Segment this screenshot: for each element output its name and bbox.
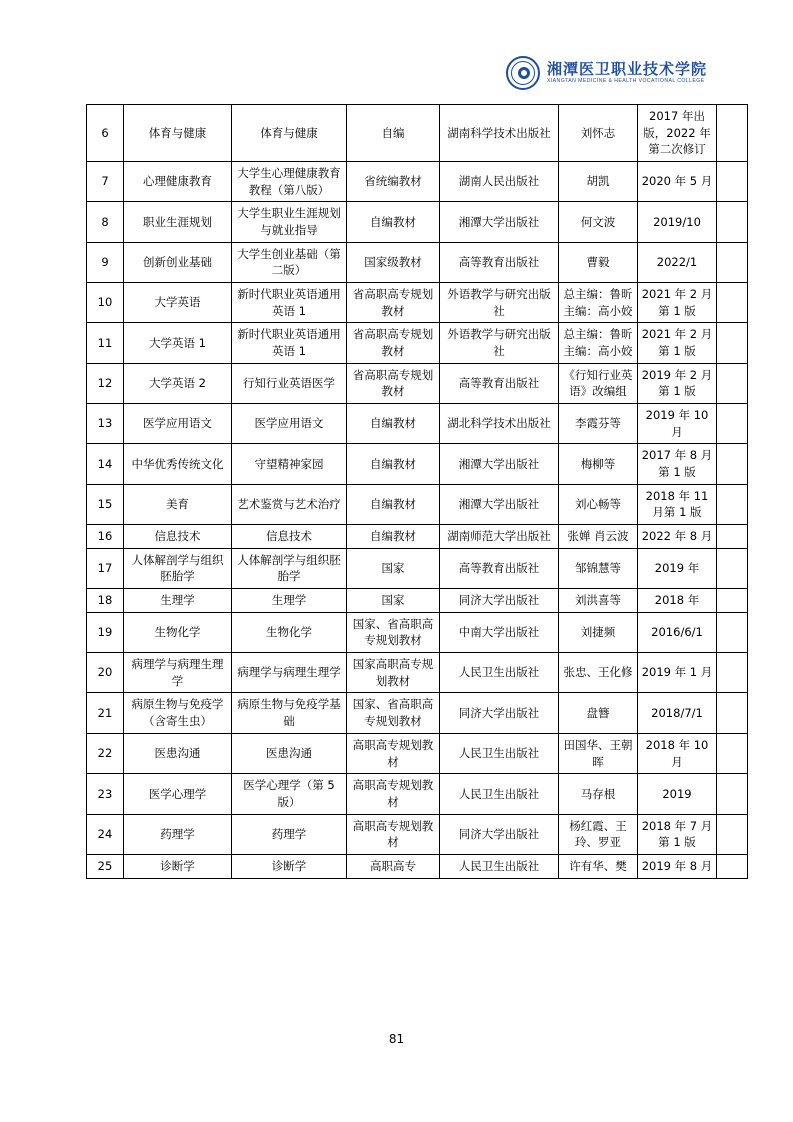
cell-type: 国家: [347, 548, 440, 588]
table-row: [87, 774, 748, 814]
cell-course: 生理学: [124, 589, 232, 613]
cell-date: 2021 年 2 月第 1 版: [638, 323, 717, 363]
cell-no: 6: [87, 105, 124, 162]
cell-book: 医患沟通: [232, 733, 347, 773]
table-row: [87, 162, 748, 202]
cell-book: 生理学: [232, 589, 347, 613]
cell-author: 张忠、王化修: [559, 653, 638, 693]
cell-press: 高等教育出版社: [440, 242, 559, 282]
cell-book: 人体解剖学与组织胚胎学: [232, 548, 347, 588]
cell-note: [717, 525, 748, 549]
cell-date: 2019 年: [638, 548, 717, 588]
cell-book: 大学生职业生涯规划与就业指导: [232, 202, 347, 242]
cell-type: 省统编教材: [347, 162, 440, 202]
cell-press: 人民卫生出版社: [440, 854, 559, 878]
cell-press: 湖南师范大学出版社: [440, 525, 559, 549]
cell-note: [717, 444, 748, 484]
cell-author: 梅柳等: [559, 444, 638, 484]
cell-type: 高职高专: [347, 854, 440, 878]
cell-book: 体育与健康: [232, 105, 347, 162]
table-row: [87, 484, 748, 524]
cell-no: 13: [87, 404, 124, 444]
cell-author: 张婵 肖云波: [559, 525, 638, 549]
table-row: [87, 854, 748, 878]
cell-date: 2018 年: [638, 589, 717, 613]
cell-note: [717, 854, 748, 878]
college-name-en: XIANGTAN MEDICINE & HEALTH VOCATIONAL COLLEGE: [546, 78, 705, 85]
cell-type: 自编: [347, 105, 440, 162]
cell-author: 《行知行业英语》改编组: [559, 363, 638, 403]
cell-book: 医学应用语文: [232, 404, 347, 444]
cell-book: 大学生创业基础（第二版）: [232, 242, 347, 282]
table-row: [87, 653, 748, 693]
cell-course: 体育与健康: [124, 105, 232, 162]
cell-course: 心理健康教育: [124, 162, 232, 202]
cell-author: 总主编：鲁昕 主编：高小姣: [559, 283, 638, 323]
cell-course: 医学应用语文: [124, 404, 232, 444]
cell-no: 9: [87, 242, 124, 282]
cell-date: 2019/10: [638, 202, 717, 242]
cell-note: [717, 693, 748, 733]
table-row: [87, 548, 748, 588]
cell-date: 2018 年 11 月第 1 版: [638, 484, 717, 524]
cell-course: 中华优秀传统文化: [124, 444, 232, 484]
cell-press: 中南大学出版社: [440, 612, 559, 652]
cell-course: 人体解剖学与组织胚胎学: [124, 548, 232, 588]
cell-date: 2019 年 10 月: [638, 404, 717, 444]
cell-note: [717, 733, 748, 773]
cell-no: 25: [87, 854, 124, 878]
table-body: [87, 105, 748, 879]
cell-type: 省高职高专规划教材: [347, 283, 440, 323]
college-seal-icon: [506, 56, 540, 90]
cell-author: 许有华、樊: [559, 854, 638, 878]
cell-author: 总主编：鲁昕 主编：高小姣: [559, 323, 638, 363]
table-row: [87, 404, 748, 444]
cell-book: 药理学: [232, 814, 347, 854]
cell-press: 湘潭大学出版社: [440, 444, 559, 484]
college-logo: [506, 56, 707, 90]
cell-type: 自编教材: [347, 484, 440, 524]
cell-course: 职业生涯规划: [124, 202, 232, 242]
cell-note: [717, 202, 748, 242]
page-number: 81: [388, 1032, 405, 1046]
table-row: [87, 814, 748, 854]
cell-author: 胡凯: [559, 162, 638, 202]
cell-book: 诊断学: [232, 854, 347, 878]
cell-author: 何文波: [559, 202, 638, 242]
cell-no: 10: [87, 283, 124, 323]
cell-no: 8: [87, 202, 124, 242]
cell-course: 病理学与病理生理学: [124, 653, 232, 693]
cell-press: 人民卫生出版社: [440, 774, 559, 814]
table-row: [87, 733, 748, 773]
cell-press: 湖北科学技术出版社: [440, 404, 559, 444]
cell-press: 高等教育出版社: [440, 363, 559, 403]
cell-date: 2017 年出版，2022 年第二次修订: [638, 105, 717, 162]
cell-course: 药理学: [124, 814, 232, 854]
cell-press: 人民卫生出版社: [440, 733, 559, 773]
cell-press: 湘潭大学出版社: [440, 484, 559, 524]
cell-date: 2022 年 8 月: [638, 525, 717, 549]
cell-type: 高职高专规划教材: [347, 814, 440, 854]
cell-note: [717, 814, 748, 854]
cell-course: 大学英语 1: [124, 323, 232, 363]
cell-book: 信息技术: [232, 525, 347, 549]
cell-author: 盘簪: [559, 693, 638, 733]
cell-author: 邹锦慧等: [559, 548, 638, 588]
cell-course: 病原生物与免疫学（含寄生虫）: [124, 693, 232, 733]
cell-date: 2020 年 5 月: [638, 162, 717, 202]
cell-press: 同济大学出版社: [440, 693, 559, 733]
cell-no: 11: [87, 323, 124, 363]
cell-press: 高等教育出版社: [440, 548, 559, 588]
cell-course: 信息技术: [124, 525, 232, 549]
textbook-table-container: [86, 104, 713, 879]
cell-no: 15: [87, 484, 124, 524]
cell-book: 医学心理学（第 5 版）: [232, 774, 347, 814]
cell-author: 杨红霞、王玲、罗亚: [559, 814, 638, 854]
cell-type: 国家级教材: [347, 242, 440, 282]
cell-note: [717, 548, 748, 588]
college-logo-text: [547, 61, 707, 85]
cell-book: 守望精神家园: [232, 444, 347, 484]
cell-type: 省高职高专规划教材: [347, 323, 440, 363]
cell-type: 自编教材: [347, 444, 440, 484]
cell-date: 2019 年 8 月: [638, 854, 717, 878]
cell-no: 23: [87, 774, 124, 814]
cell-note: [717, 242, 748, 282]
table-row: [87, 444, 748, 484]
cell-course: 医患沟通: [124, 733, 232, 773]
cell-type: 省高职高专规划教材: [347, 363, 440, 403]
cell-book: 生物化学: [232, 612, 347, 652]
cell-book: 新时代职业英语通用英语 1: [232, 323, 347, 363]
cell-course: 大学英语 2: [124, 363, 232, 403]
cell-date: 2018 年 7 月第 1 版: [638, 814, 717, 854]
cell-note: [717, 653, 748, 693]
cell-date: 2019 年 1 月: [638, 653, 717, 693]
cell-course: 大学英语: [124, 283, 232, 323]
table-row: [87, 363, 748, 403]
cell-note: [717, 283, 748, 323]
cell-press: 同济大学出版社: [440, 814, 559, 854]
cell-type: 国家高职高专规划教材: [347, 653, 440, 693]
cell-date: 2018/7/1: [638, 693, 717, 733]
cell-no: 14: [87, 444, 124, 484]
table-row: [87, 589, 748, 613]
cell-type: 国家: [347, 589, 440, 613]
cell-date: 2021 年 2 月第 1 版: [638, 283, 717, 323]
cell-author: 曹毅: [559, 242, 638, 282]
cell-press: 外语教学与研究出版社: [440, 323, 559, 363]
cell-date: 2019 年 2 月第 1 版: [638, 363, 717, 403]
table-row: [87, 612, 748, 652]
cell-book: 行知行业英语医学: [232, 363, 347, 403]
cell-author: 刘洪喜等: [559, 589, 638, 613]
cell-author: 李霞芬等: [559, 404, 638, 444]
cell-book: 新时代职业英语通用英语 1: [232, 283, 347, 323]
textbook-table: [86, 104, 748, 879]
cell-type: 自编教材: [347, 202, 440, 242]
cell-book: 病原生物与免疫学基础: [232, 693, 347, 733]
cell-press: 湘潭大学出版社: [440, 202, 559, 242]
cell-press: 人民卫生出版社: [440, 653, 559, 693]
cell-date: 2022/1: [638, 242, 717, 282]
cell-note: [717, 612, 748, 652]
cell-press: 同济大学出版社: [440, 589, 559, 613]
cell-no: 17: [87, 548, 124, 588]
cell-no: 19: [87, 612, 124, 652]
cell-type: 国家、省高职高专规划教材: [347, 693, 440, 733]
cell-type: 高职高专规划教材: [347, 774, 440, 814]
cell-date: 2017 年 8 月第 1 版: [638, 444, 717, 484]
cell-press: 外语教学与研究出版社: [440, 283, 559, 323]
cell-course: 医学心理学: [124, 774, 232, 814]
cell-type: 自编教材: [347, 525, 440, 549]
cell-no: 20: [87, 653, 124, 693]
table-row: [87, 693, 748, 733]
cell-press: 湖南人民出版社: [440, 162, 559, 202]
cell-note: [717, 589, 748, 613]
cell-type: 高职高专规划教材: [347, 733, 440, 773]
cell-type: 自编教材: [347, 404, 440, 444]
cell-course: 生物化学: [124, 612, 232, 652]
cell-no: 16: [87, 525, 124, 549]
cell-press: 湖南科学技术出版社: [440, 105, 559, 162]
cell-note: [717, 105, 748, 162]
cell-author: 刘怀志: [559, 105, 638, 162]
cell-course: 美育: [124, 484, 232, 524]
college-name-cn: 湘潭医卫职业技术学院: [546, 59, 707, 78]
cell-author: 刘捷频: [559, 612, 638, 652]
cell-date: 2019: [638, 774, 717, 814]
cell-author: 刘心畅等: [559, 484, 638, 524]
cell-no: 7: [87, 162, 124, 202]
cell-type: 国家、省高职高专规划教材: [347, 612, 440, 652]
cell-note: [717, 162, 748, 202]
cell-no: 22: [87, 733, 124, 773]
cell-date: 2016/6/1: [638, 612, 717, 652]
cell-date: 2018 年 10 月: [638, 733, 717, 773]
cell-book: 病理学与病理生理学: [232, 653, 347, 693]
cell-book: 大学生心理健康教育教程（第八版）: [232, 162, 347, 202]
cell-book: 艺术鉴赏与艺术治疗: [232, 484, 347, 524]
cell-note: [717, 323, 748, 363]
table-row: [87, 525, 748, 549]
cell-author: 田国华、王朝晖: [559, 733, 638, 773]
table-row: [87, 105, 748, 162]
cell-note: [717, 363, 748, 403]
table-row: [87, 283, 748, 323]
cell-no: 24: [87, 814, 124, 854]
cell-no: 12: [87, 363, 124, 403]
cell-author: 马存根: [559, 774, 638, 814]
cell-note: [717, 774, 748, 814]
table-row: [87, 323, 748, 363]
cell-no: 21: [87, 693, 124, 733]
table-row: [87, 242, 748, 282]
cell-no: 18: [87, 589, 124, 613]
cell-course: 诊断学: [124, 854, 232, 878]
table-row: [87, 202, 748, 242]
cell-note: [717, 484, 748, 524]
cell-note: [717, 404, 748, 444]
cell-course: 创新创业基础: [124, 242, 232, 282]
